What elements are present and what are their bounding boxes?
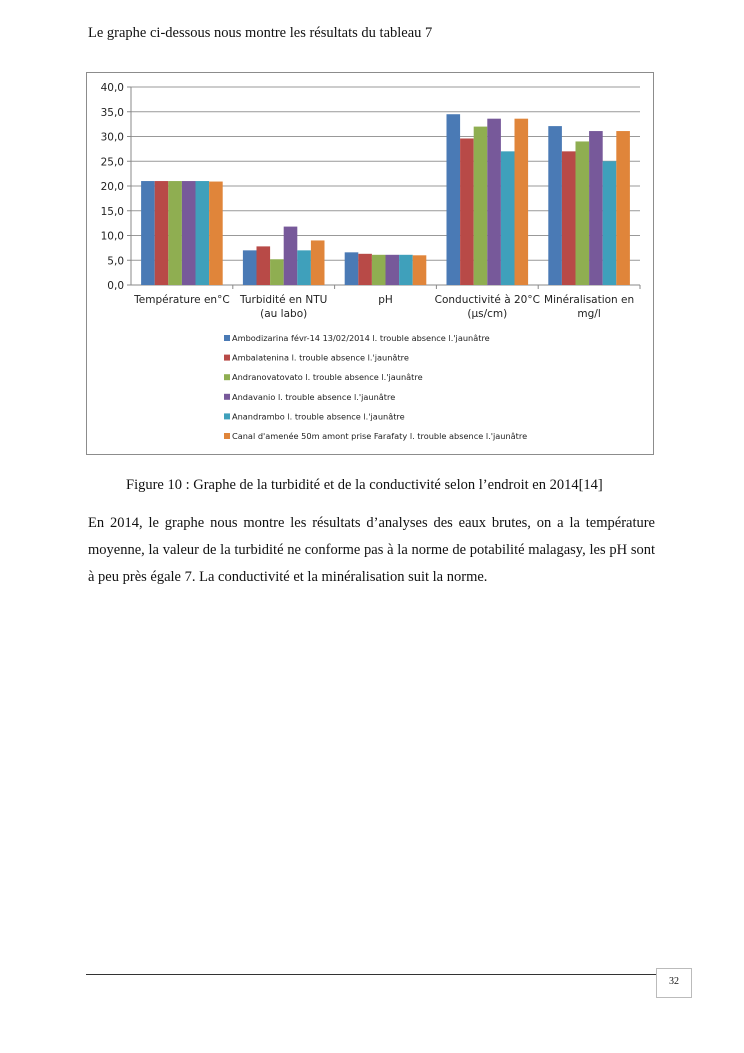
bar (155, 181, 169, 285)
bar (413, 255, 427, 285)
page-number: 32 (656, 968, 692, 998)
bar (141, 181, 155, 285)
y-tick-label: 10,0 (100, 230, 124, 243)
y-tick-label: 20,0 (100, 181, 124, 193)
y-tick-label: 35,0 (100, 106, 124, 119)
bar (358, 254, 372, 285)
bar (196, 181, 210, 285)
x-tick-label: pH (378, 294, 393, 306)
bar (386, 255, 400, 285)
bar (515, 119, 529, 285)
y-tick-label: 40,0 (100, 82, 124, 94)
bar (548, 126, 562, 285)
bar (257, 246, 271, 285)
bar (311, 240, 325, 285)
x-tick-label: Minéralisation en (544, 294, 635, 306)
bar (182, 181, 196, 285)
y-tick-label: 30,0 (100, 131, 124, 144)
bar (501, 151, 515, 285)
legend-label: Canal d'amenée 50m amont prise Farafaty l. trouble absence l.'jaunâtre (232, 431, 528, 441)
bar (345, 252, 359, 285)
legend-swatch (224, 394, 230, 400)
x-tick-label: (µs/cm) (467, 308, 508, 320)
bar (399, 255, 413, 285)
legend-swatch (224, 355, 230, 361)
bar (487, 119, 501, 285)
y-tick-label: 15,0 (100, 205, 124, 218)
bar (474, 127, 488, 285)
figure-caption: Figure 10 : Graphe de la turbidité et de la conductivité selon l’endroit en 2014[14] (126, 477, 603, 493)
bar (447, 114, 461, 285)
bar (589, 131, 603, 285)
bar (297, 250, 311, 285)
bar (460, 138, 474, 285)
bar (372, 255, 386, 285)
footer-rule (86, 974, 656, 975)
chart-svg (87, 73, 653, 454)
legend-label: Andavanio l. trouble absence l.'jaunâtre (232, 391, 396, 402)
x-tick-label: mg/l (577, 308, 601, 320)
legend-label: Ambodizarina févr-14 13/02/2014 l. trouble absence l.'jaunâtre (232, 333, 490, 343)
legend-swatch (224, 335, 230, 341)
bar (168, 181, 182, 285)
bar (284, 227, 298, 285)
y-tick-label: 0,0 (107, 280, 124, 292)
body-paragraph: En 2014, le graphe nous montre les résultats d’analyses des eaux brutes, on a la température moyenne, la valeur de la turbidité ne conforme pas à la norme de potabilité malagasy, les pH sont à peu près égale 7. La conductivité et la minéralisation suit la norme. (88, 515, 655, 585)
x-tick-label: Température en°C (134, 294, 230, 306)
bar (603, 161, 617, 285)
legend-swatch (224, 433, 230, 439)
x-tick-label: Conductivité à 20°C (434, 294, 540, 306)
bar (576, 141, 590, 285)
intro-text: Le graphe ci-dessous nous montre les résultats du tableau 7 (88, 25, 433, 41)
x-tick-label: (au labo) (260, 308, 308, 320)
legend-label: Ambalatenina l. trouble absence l.'jaunâtre (232, 352, 409, 363)
legend-label: Andranovatovato l. trouble absence l.'jaunâtre (232, 372, 423, 383)
legend-swatch (224, 413, 230, 419)
bar (562, 151, 576, 285)
bar-chart (86, 72, 654, 455)
y-tick-label: 5,0 (107, 255, 124, 268)
legend-label: Anandrambo l. trouble absence l.'jaunâtre (232, 411, 405, 422)
legend-swatch (224, 374, 230, 380)
bar (243, 250, 257, 285)
x-tick-label: Turbidité en NTU (240, 294, 328, 306)
bar (209, 182, 223, 285)
bar (616, 131, 630, 285)
y-tick-label: 25,0 (100, 156, 124, 169)
bar (270, 259, 284, 285)
